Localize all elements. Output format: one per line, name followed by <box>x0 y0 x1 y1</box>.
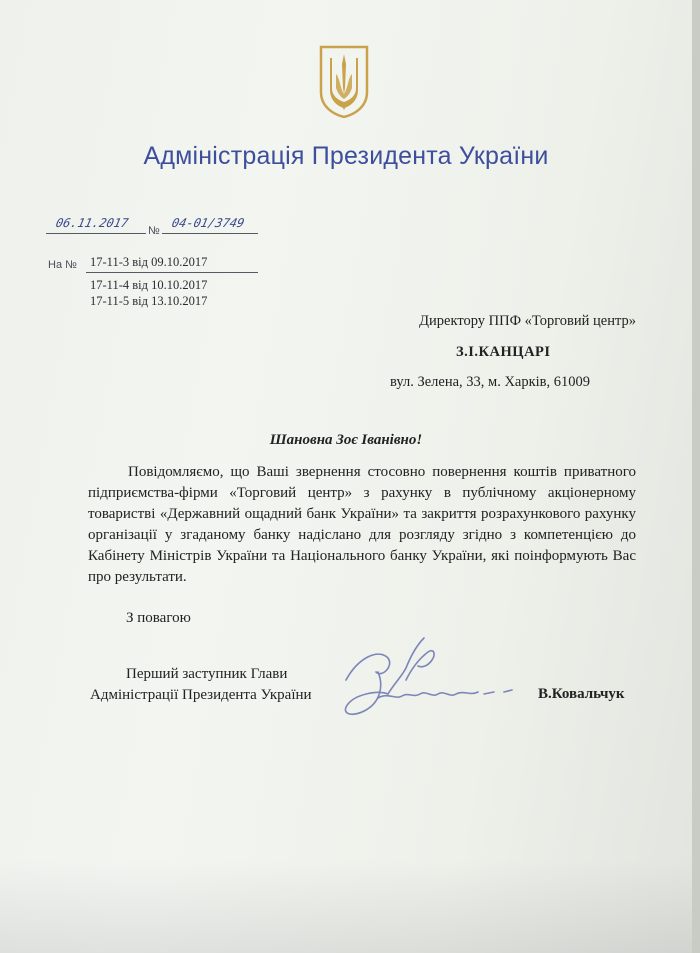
greeting: Шановна Зоє Іванівно! <box>269 432 423 448</box>
reference-line <box>86 272 258 273</box>
reference-3: 17-11-5 від 13.10.2017 <box>90 294 208 308</box>
reference-2: 17-11-4 від 10.10.2017 <box>90 278 208 292</box>
signatory-title-line2: Адміністрації Президента України <box>90 687 312 703</box>
date-line <box>46 233 146 234</box>
recipient-name: З.І.КАНЦАРІ <box>456 344 551 360</box>
letter-body <box>88 462 636 588</box>
number-label: № <box>148 225 160 237</box>
organization-title: Адміністрація Президента України <box>143 142 549 170</box>
reference-1: 17-11-3 від 09.10.2017 <box>90 255 208 269</box>
letter-paragraph: Повідомляємо, що Ваші звернення стосовно повернення коштів приватного підприємства-фірми «Торговий центр» з рахунку в публічному акціонерному товаристві «Державний ощадний банк України» та закриття розрахункового рахунку організації у згаданому банку надіслано для розгляду згідно з компетенцією до Кабінету Міністрів України та Національного банку України, які поінформують Вас про результати. <box>88 464 636 585</box>
registration-number: 04-01/3749 <box>170 216 246 230</box>
recipient-position: Директору ППФ «Торговий центр» <box>419 313 636 329</box>
signatory-name: В.Ковальчук <box>538 686 625 702</box>
recipient-address: вул. Зелена, 33, м. Харків, 61009 <box>390 374 591 390</box>
registration-date: 06.11.2017 <box>54 216 130 230</box>
page-shadow <box>0 860 692 953</box>
page-edge <box>692 0 700 953</box>
reply-label: На № <box>48 259 77 271</box>
number-line <box>162 233 258 234</box>
signature <box>318 628 528 728</box>
trident-icon <box>318 44 370 118</box>
signatory-title-line1: Перший заступник Глави <box>126 666 288 682</box>
closing: З повагою <box>126 610 191 626</box>
